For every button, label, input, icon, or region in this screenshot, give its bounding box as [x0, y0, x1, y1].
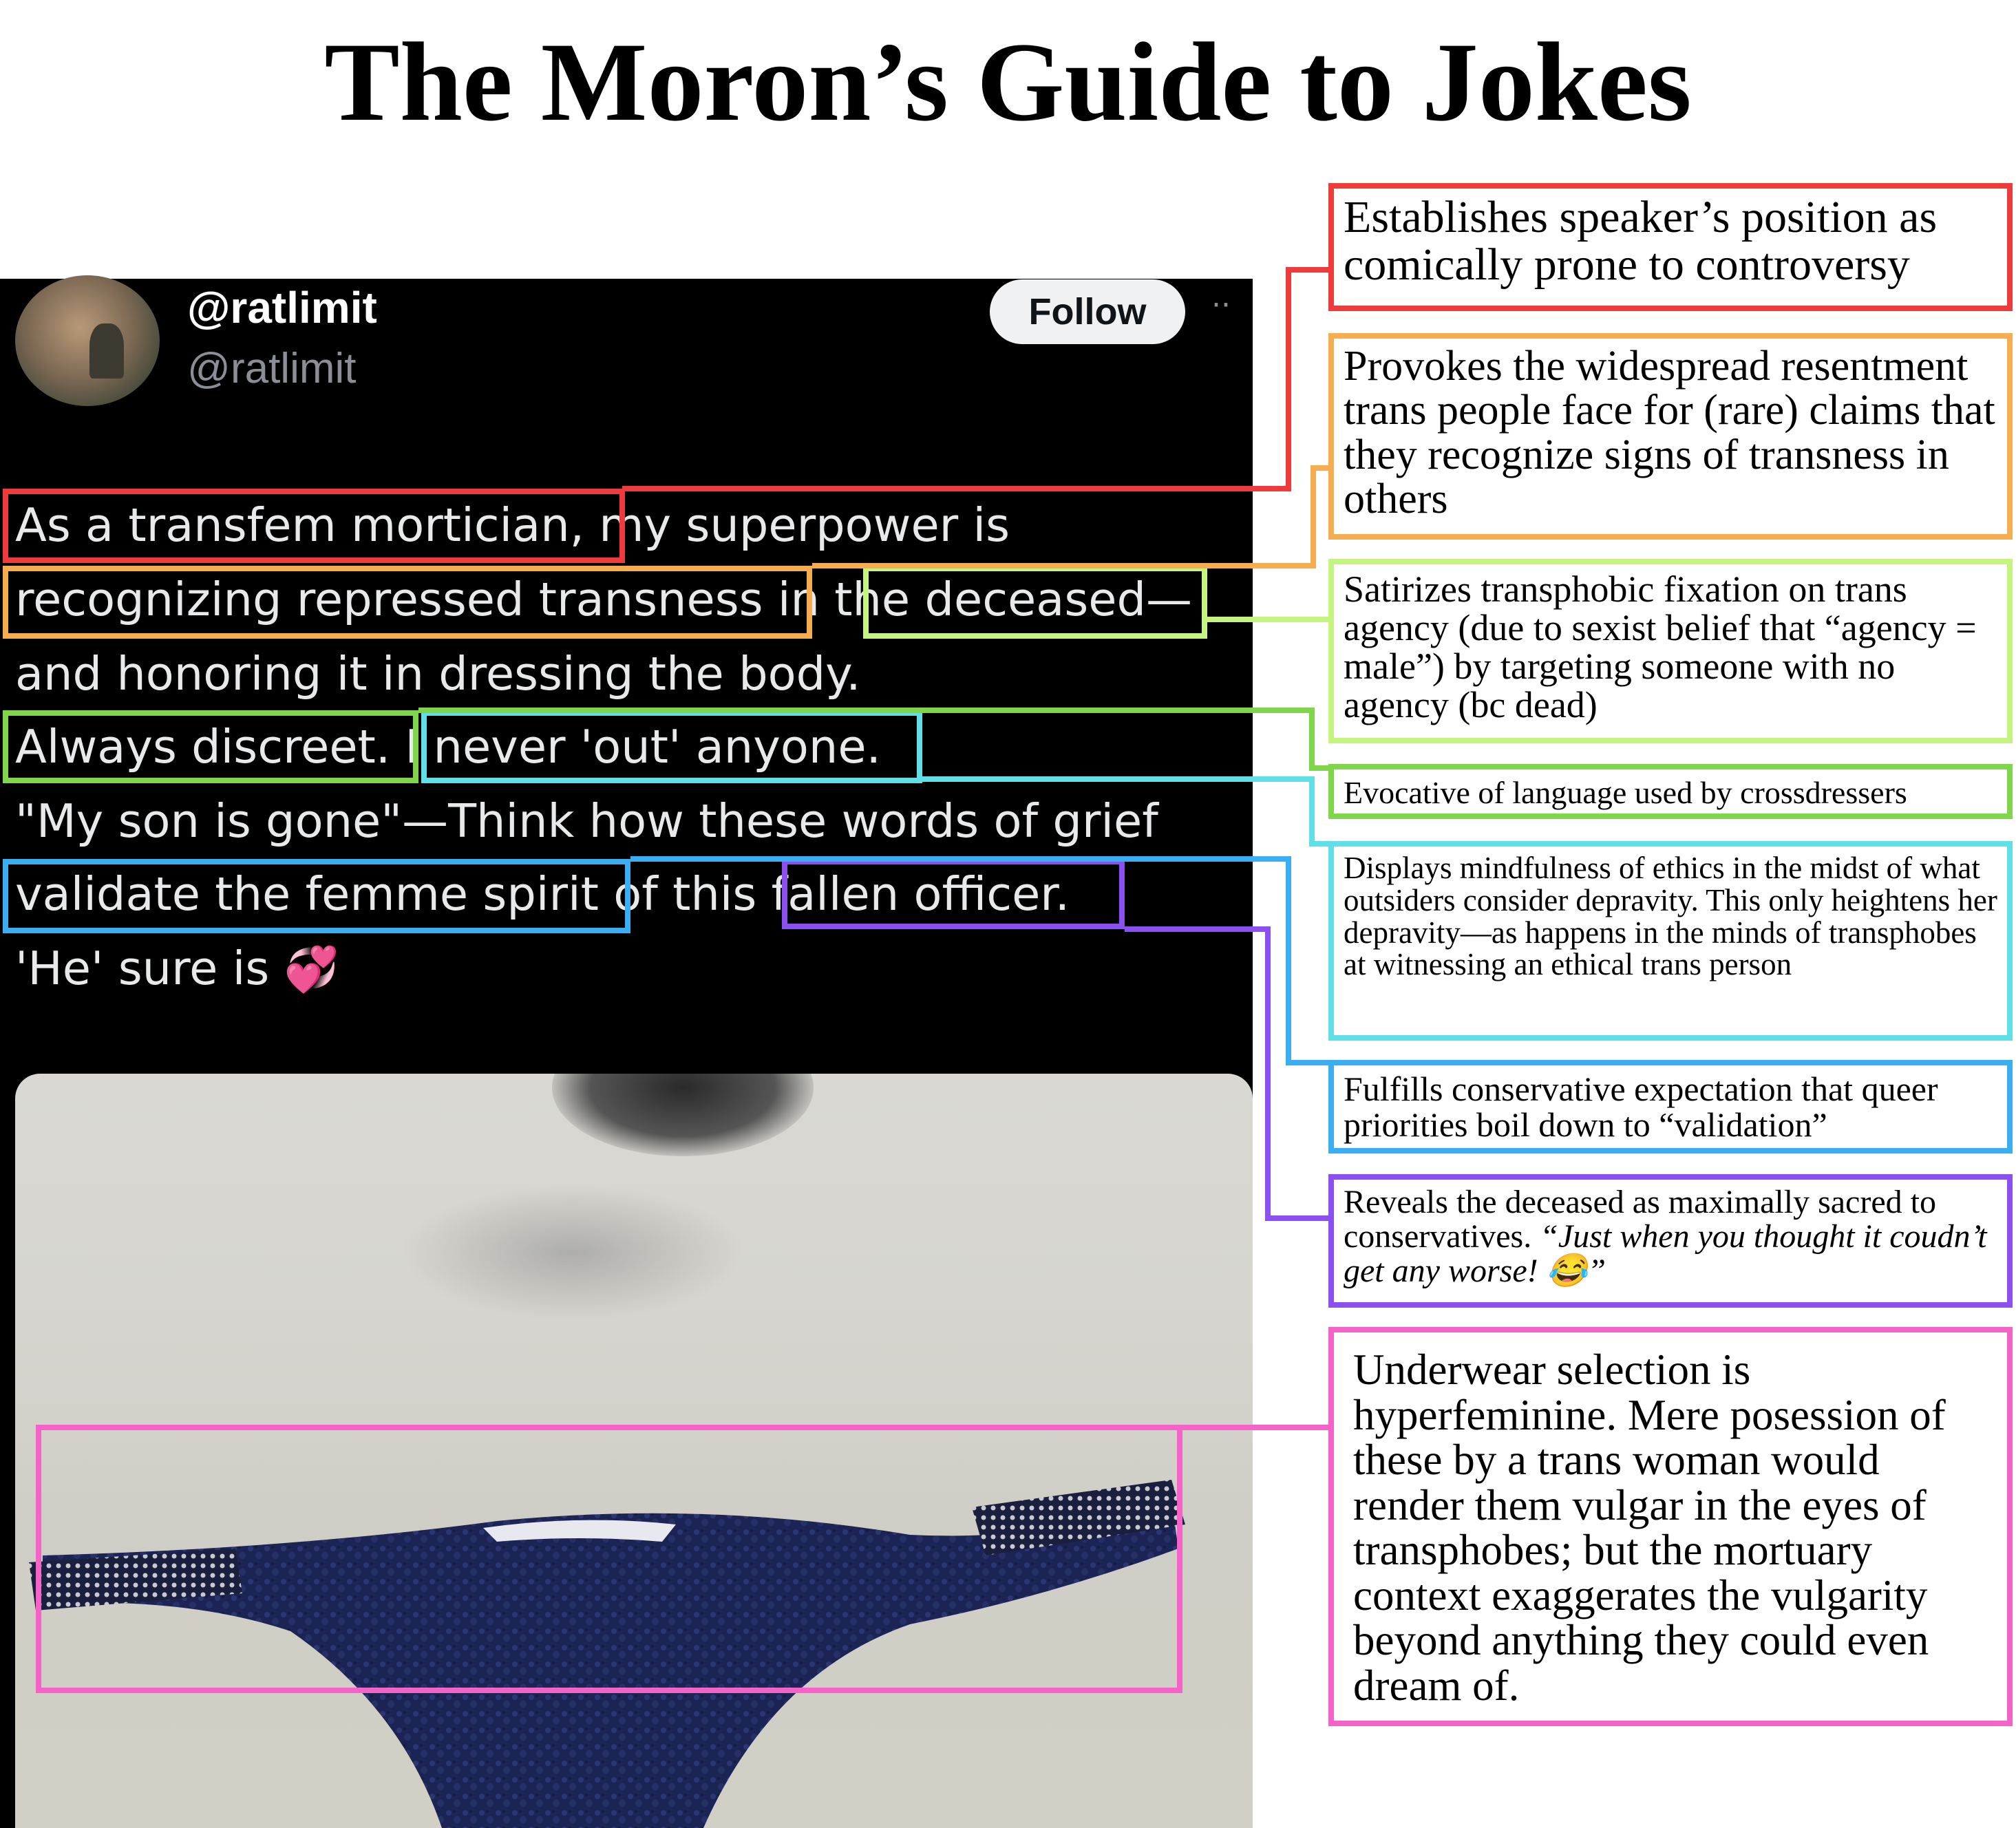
- annotation-ethics: [1328, 841, 2013, 1041]
- annotation-sacred: [1328, 1174, 2013, 1308]
- page-title: The Moron’s Guide to Jokes: [324, 20, 1692, 145]
- annotation-sacred-quote: “Just when you thought it coudn’t get any worse! 😂”: [1344, 1218, 1987, 1289]
- annotation-resentment-text: Provokes the widespread resentment trans people face for (rare) claims that they recognize signs of transness in others: [1344, 343, 1995, 523]
- heart-emoji-icon: 💞: [284, 944, 339, 995]
- annotation-agency: [1328, 559, 2013, 743]
- annotation-controversy-text: Establishes speaker’s position as comically prone to controversy: [1344, 192, 1938, 290]
- annotation-crossdressers-text: Evocative of language used by crossdressers: [1344, 775, 1907, 810]
- annotation-ethics-text: Displays mindfulness of ethics in the midst of what outsiders consider depravity. This only heightens her depravity—as happens in the minds of transphobes at witnessing an ethical trans person: [1344, 851, 1997, 982]
- tweet-line-5: "My son is gone"—Think how these words of grief: [15, 794, 1158, 848]
- tweet-line-1: As a transfem mortician, my superpower is: [15, 498, 1010, 552]
- annotation-underwear-text: Underwear selection is hyperfeminine. Mere posession of these by a trans woman would render them vulgar in the eyes of transphobes; but the mortuary context exaggerates the vulgarity beyond anything they could even dream of.: [1353, 1346, 1946, 1710]
- tweet-handle[interactable]: @ratlimit: [187, 345, 357, 392]
- tweet-line-4: Always discreet. I never 'out' anyone.: [15, 720, 881, 774]
- annotation-validation: [1328, 1060, 2013, 1154]
- tweet-line-2: recognizing repressed transness in the deceased—: [15, 573, 1192, 626]
- annotation-sacred-text: Reveals the deceased as maximally sacred to conservatives.: [1344, 1184, 1936, 1255]
- tweet-line-3: and honoring it in dressing the body.: [15, 647, 861, 701]
- annotation-agency-text: Satirizes transphobic fixation on trans agency (due to sexist belief that “agency = male”) by targeting someone with no agency (bc dead): [1344, 568, 1977, 726]
- annotation-crossdressers: [1328, 764, 2013, 819]
- annotation-validation-text: Fulfills conservative expectation that queer priorities boil down to “validation”: [1344, 1070, 1938, 1144]
- tweet-line-7-text: 'He' sure is: [15, 942, 270, 995]
- tweet-line-6: validate the femme spirit of this fallen officer.: [15, 867, 1070, 921]
- annotation-controversy: [1328, 183, 2013, 311]
- tweet-display-name[interactable]: @ratlimit: [187, 283, 377, 332]
- more-options-icon[interactable]: ··: [1211, 288, 1231, 323]
- annotation-underwear: [1328, 1327, 2013, 1726]
- annotation-resentment: [1328, 333, 2013, 540]
- follow-button[interactable]: Follow: [990, 279, 1185, 344]
